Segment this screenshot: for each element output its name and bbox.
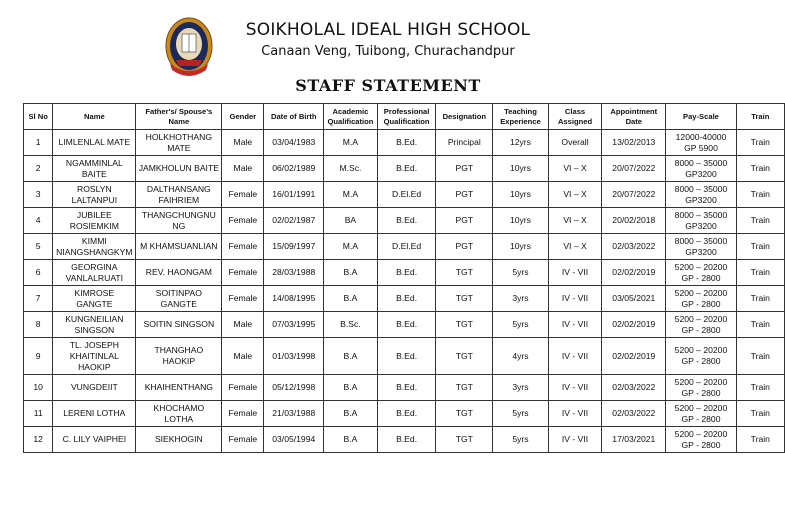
cell-pay-scale: 12000-40000 GP 5900 [666, 130, 736, 156]
cell-appointment-date: 02/03/2022 [602, 375, 666, 401]
cell-name: GEORGINA VANLALRUATI [53, 260, 136, 286]
cell-name: TL. JOSEPH KHAITINLAL HAOKIP [53, 338, 136, 375]
cell-sl-no: 1 [24, 130, 53, 156]
cell-appointment-date: 02/03/2022 [602, 401, 666, 427]
cell-professional-qualification: B.Ed. [377, 312, 436, 338]
column-header: Train [736, 104, 784, 130]
cell-date-of-birth: 01/03/1998 [264, 338, 324, 375]
cell-professional-qualification: B.Ed. [377, 286, 436, 312]
cell-class-assigned: VI – X [548, 156, 602, 182]
cell-academic-qualification: B.A [324, 338, 378, 375]
cell-appointment-date: 02/02/2019 [602, 312, 666, 338]
cell-gender: Male [222, 312, 264, 338]
cell-appointment-date: 20/07/2022 [602, 182, 666, 208]
cell-pay-scale: 8000 – 35000 GP3200 [666, 182, 736, 208]
cell-professional-qualification: B.Ed. [377, 156, 436, 182]
cell-teaching-experience: 12yrs [493, 130, 549, 156]
cell-pay-scale: 8000 – 35000 GP3200 [666, 234, 736, 260]
cell-academic-qualification: B.A [324, 375, 378, 401]
cell-name: NGAMMINLAL BAITE [53, 156, 136, 182]
cell-training: Train [736, 401, 784, 427]
column-header: Appointment Date [602, 104, 666, 130]
cell-professional-qualification: B.Ed. [377, 427, 436, 453]
cell-professional-qualification: D.El.Ed [377, 234, 436, 260]
cell-date-of-birth: 03/04/1983 [264, 130, 324, 156]
cell-name: JUBILEE ROSIEMKIM [53, 208, 136, 234]
column-header: Father's/ Spouse's Name [136, 104, 222, 130]
cell-academic-qualification: M.A [324, 130, 378, 156]
cell-gender: Female [222, 234, 264, 260]
cell-gender: Male [222, 130, 264, 156]
cell-date-of-birth: 06/02/1989 [264, 156, 324, 182]
cell-class-assigned: IV - VII [548, 427, 602, 453]
column-header: Pay-Scale [666, 104, 736, 130]
cell-pay-scale: 5200 – 20200 GP - 2800 [666, 375, 736, 401]
cell-father-spouse-name: REV. HAONGAM [136, 260, 222, 286]
cell-designation: Principal [436, 130, 493, 156]
cell-sl-no: 11 [24, 401, 53, 427]
column-header: Name [53, 104, 136, 130]
cell-professional-qualification: B.Ed. [377, 260, 436, 286]
cell-designation: PGT [436, 234, 493, 260]
cell-class-assigned: IV - VII [548, 286, 602, 312]
column-header: Sl No [24, 104, 53, 130]
cell-training: Train [736, 312, 784, 338]
cell-designation: TGT [436, 338, 493, 375]
cell-teaching-experience: 10yrs [493, 182, 549, 208]
table-row [24, 427, 785, 453]
column-header: Professional Qualification [377, 104, 436, 130]
cell-class-assigned: IV - VII [548, 312, 602, 338]
cell-teaching-experience: 10yrs [493, 156, 549, 182]
cell-father-spouse-name: M KHAMSUANLIAN [136, 234, 222, 260]
cell-training: Train [736, 234, 784, 260]
cell-pay-scale: 8000 – 35000 GP3200 [666, 208, 736, 234]
cell-sl-no: 9 [24, 338, 53, 375]
cell-date-of-birth: 15/09/1997 [264, 234, 324, 260]
cell-sl-no: 12 [24, 427, 53, 453]
column-header: Gender [222, 104, 264, 130]
column-header: Designation [436, 104, 493, 130]
cell-academic-qualification: B.A [324, 260, 378, 286]
cell-professional-qualification: D.El.Ed [377, 182, 436, 208]
staff-table [23, 103, 785, 453]
cell-class-assigned: IV - VII [548, 401, 602, 427]
table-row [24, 375, 785, 401]
cell-class-assigned: IV - VII [548, 375, 602, 401]
cell-date-of-birth: 14/08/1995 [264, 286, 324, 312]
table-row [24, 156, 785, 182]
column-header: Academic Qualification [324, 104, 378, 130]
cell-training: Train [736, 182, 784, 208]
cell-gender: Male [222, 156, 264, 182]
cell-appointment-date: 17/03/2021 [602, 427, 666, 453]
column-header: Teaching Experience [493, 104, 549, 130]
cell-appointment-date: 02/02/2019 [602, 260, 666, 286]
cell-teaching-experience: 10yrs [493, 234, 549, 260]
cell-pay-scale: 5200 – 20200 GP - 2800 [666, 312, 736, 338]
cell-date-of-birth: 07/03/1995 [264, 312, 324, 338]
school-address: Canaan Veng, Tuibong, Churachandpur [261, 44, 515, 59]
table-row [24, 234, 785, 260]
cell-appointment-date: 20/02/2018 [602, 208, 666, 234]
cell-father-spouse-name: THANGCHUNGNU NG [136, 208, 222, 234]
cell-father-spouse-name: SIEKHOGIN [136, 427, 222, 453]
cell-academic-qualification: M.A [324, 182, 378, 208]
cell-training: Train [736, 338, 784, 375]
cell-name: VUNGDEIIT [53, 375, 136, 401]
cell-teaching-experience: 10yrs [493, 208, 549, 234]
cell-sl-no: 4 [24, 208, 53, 234]
table-row [24, 286, 785, 312]
cell-academic-qualification: B.A [324, 427, 378, 453]
cell-pay-scale: 5200 – 20200 GP - 2800 [666, 286, 736, 312]
cell-sl-no: 3 [24, 182, 53, 208]
cell-father-spouse-name: SOITIN SINGSON [136, 312, 222, 338]
cell-name: C. LILY VAIPHEI [53, 427, 136, 453]
cell-class-assigned: VI – X [548, 208, 602, 234]
cell-gender: Female [222, 401, 264, 427]
cell-sl-no: 6 [24, 260, 53, 286]
cell-teaching-experience: 5yrs [493, 401, 549, 427]
cell-professional-qualification: B.Ed. [377, 338, 436, 375]
cell-training: Train [736, 156, 784, 182]
cell-teaching-experience: 5yrs [493, 427, 549, 453]
cell-appointment-date: 02/02/2019 [602, 338, 666, 375]
cell-training: Train [736, 130, 784, 156]
cell-class-assigned: IV - VII [548, 338, 602, 375]
cell-professional-qualification: B.Ed. [377, 130, 436, 156]
table-row [24, 208, 785, 234]
cell-designation: PGT [436, 208, 493, 234]
cell-father-spouse-name: HOLKHOTHANG MATE [136, 130, 222, 156]
cell-professional-qualification: B.Ed. [377, 401, 436, 427]
cell-appointment-date: 02/03/2022 [602, 234, 666, 260]
table-row [24, 338, 785, 375]
cell-class-assigned: IV - VII [548, 260, 602, 286]
cell-appointment-date: 20/07/2022 [602, 156, 666, 182]
cell-pay-scale: 5200 – 20200 GP - 2800 [666, 260, 736, 286]
cell-academic-qualification: BA [324, 208, 378, 234]
document-title: STAFF STATEMENT [295, 76, 481, 95]
cell-father-spouse-name: KHAIHENTHANG [136, 375, 222, 401]
cell-name: KUNGNEILIAN SINGSON [53, 312, 136, 338]
cell-academic-qualification: M.A [324, 234, 378, 260]
cell-training: Train [736, 260, 784, 286]
cell-father-spouse-name: DALTHANSANG FAIHRIEM [136, 182, 222, 208]
cell-name: KIMMI NIANGSHANGKYM [53, 234, 136, 260]
cell-designation: TGT [436, 286, 493, 312]
cell-pay-scale: 8000 – 35000 GP3200 [666, 156, 736, 182]
cell-training: Train [736, 286, 784, 312]
cell-designation: TGT [436, 427, 493, 453]
cell-name: ROSLYN LALTANPUI [53, 182, 136, 208]
cell-teaching-experience: 3yrs [493, 375, 549, 401]
cell-training: Train [736, 375, 784, 401]
cell-pay-scale: 5200 – 20200 GP - 2800 [666, 427, 736, 453]
cell-pay-scale: 5200 – 20200 GP - 2800 [666, 401, 736, 427]
cell-teaching-experience: 5yrs [493, 312, 549, 338]
cell-date-of-birth: 21/03/1988 [264, 401, 324, 427]
cell-gender: Female [222, 260, 264, 286]
school-name: SOIKHOLAL IDEAL HIGH SCHOOL [245, 20, 531, 40]
column-header: Date of Birth [264, 104, 324, 130]
cell-sl-no: 8 [24, 312, 53, 338]
cell-father-spouse-name: SOITINPAO GANGTE [136, 286, 222, 312]
cell-name: LIMLENLAL MATE [53, 130, 136, 156]
cell-sl-no: 7 [24, 286, 53, 312]
table-body [24, 130, 785, 453]
cell-sl-no: 10 [24, 375, 53, 401]
cell-appointment-date: 03/05/2021 [602, 286, 666, 312]
cell-professional-qualification: B.Ed. [377, 208, 436, 234]
cell-date-of-birth: 05/12/1998 [264, 375, 324, 401]
cell-pay-scale: 5200 – 20200 GP - 2800 [666, 338, 736, 375]
table-header-row [24, 104, 785, 130]
cell-academic-qualification: B.A [324, 286, 378, 312]
cell-father-spouse-name: JAMKHOLUN BAITE [136, 156, 222, 182]
cell-academic-qualification: M.Sc. [324, 156, 378, 182]
cell-teaching-experience: 3yrs [493, 286, 549, 312]
cell-gender: Female [222, 286, 264, 312]
cell-date-of-birth: 16/01/1991 [264, 182, 324, 208]
cell-designation: TGT [436, 401, 493, 427]
table-row [24, 401, 785, 427]
cell-professional-qualification: B.Ed. [377, 375, 436, 401]
cell-designation: PGT [436, 156, 493, 182]
cell-training: Train [736, 427, 784, 453]
table-row [24, 312, 785, 338]
cell-designation: TGT [436, 260, 493, 286]
staff-table-container [23, 103, 768, 453]
cell-academic-qualification: B.Sc. [324, 312, 378, 338]
cell-designation: TGT [436, 375, 493, 401]
cell-gender: Male [222, 338, 264, 375]
cell-class-assigned: VI – X [548, 182, 602, 208]
cell-gender: Female [222, 182, 264, 208]
table-row [24, 130, 785, 156]
cell-gender: Female [222, 427, 264, 453]
cell-date-of-birth: 03/05/1994 [264, 427, 324, 453]
cell-gender: Female [222, 208, 264, 234]
cell-date-of-birth: 02/02/1987 [264, 208, 324, 234]
cell-sl-no: 5 [24, 234, 53, 260]
cell-designation: TGT [436, 312, 493, 338]
cell-sl-no: 2 [24, 156, 53, 182]
cell-father-spouse-name: KHOCHAMO LOTHA [136, 401, 222, 427]
cell-name: LERENI LOTHA [53, 401, 136, 427]
cell-academic-qualification: B.A [324, 401, 378, 427]
cell-date-of-birth: 28/03/1988 [264, 260, 324, 286]
table-row [24, 260, 785, 286]
cell-teaching-experience: 4yrs [493, 338, 549, 375]
cell-designation: PGT [436, 182, 493, 208]
column-header: Class Assigned [548, 104, 602, 130]
cell-father-spouse-name: THANGHAO HAOKIP [136, 338, 222, 375]
cell-training: Train [736, 208, 784, 234]
table-row [24, 182, 785, 208]
cell-name: KIMROSE GANGTE [53, 286, 136, 312]
cell-class-assigned: VI – X [548, 234, 602, 260]
cell-teaching-experience: 5yrs [493, 260, 549, 286]
cell-class-assigned: Overall [548, 130, 602, 156]
cell-gender: Female [222, 375, 264, 401]
cell-appointment-date: 13/02/2013 [602, 130, 666, 156]
